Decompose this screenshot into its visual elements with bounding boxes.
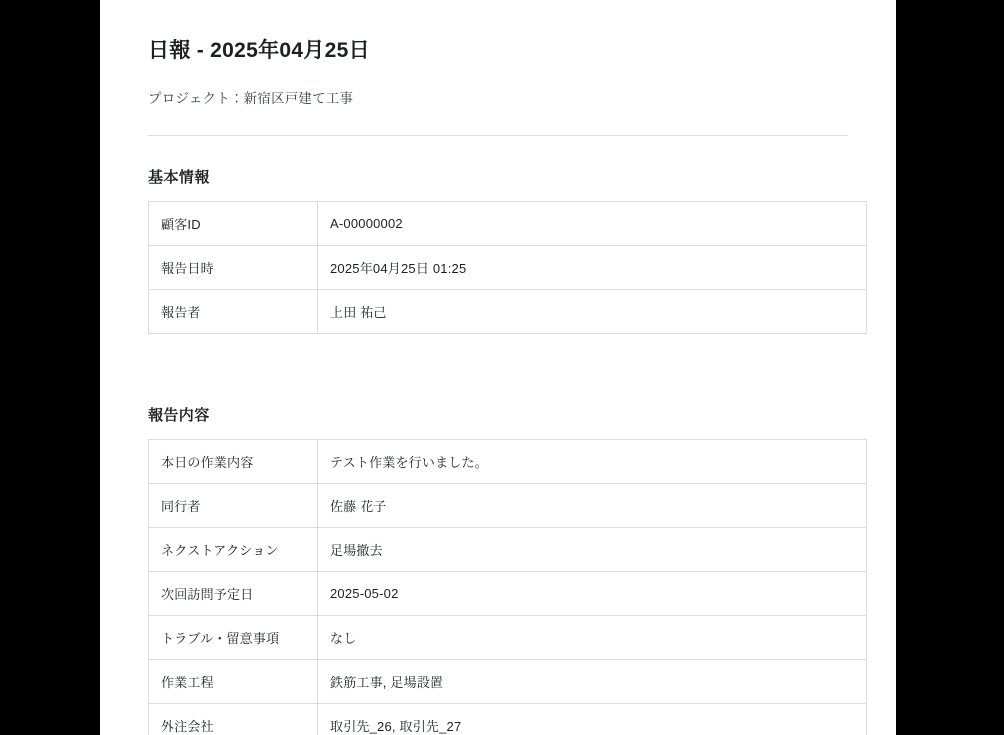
row-value: テスト作業を行いました。 (318, 440, 867, 484)
table-row (149, 572, 867, 616)
row-value: 2025-05-02 (318, 572, 867, 616)
row-label: 外注会社 (149, 704, 318, 735)
header-divider (148, 135, 848, 136)
document-content (100, 0, 896, 735)
row-label: 同行者 (149, 484, 318, 528)
report-content-table (148, 439, 867, 735)
row-label: 報告者 (149, 290, 318, 334)
row-value: 上田 祐己 (318, 290, 867, 334)
row-label: 作業工程 (149, 660, 318, 704)
section-spacer (148, 334, 848, 374)
project-subtitle: プロジェクト：新宿区戸建て工事 (148, 91, 354, 107)
basic-info-table (148, 201, 867, 334)
section-report-content (148, 404, 848, 735)
table-row (149, 246, 867, 290)
row-label: ネクストアクション (149, 528, 318, 572)
table-row (149, 440, 867, 484)
row-value: 取引先_26, 取引先_27 (318, 704, 867, 735)
row-value: 鉄筋工事, 足場設置 (318, 660, 867, 704)
row-label: トラブル・留意事項 (149, 616, 318, 660)
row-label: 本日の作業内容 (149, 440, 318, 484)
row-label: 報告日時 (149, 246, 318, 290)
row-value: なし (318, 616, 867, 660)
row-value: A-00000002 (318, 202, 867, 246)
table-row (149, 484, 867, 528)
table-row (149, 290, 867, 334)
table-row (149, 202, 867, 246)
table-row (149, 528, 867, 572)
row-label: 顧客ID (149, 202, 318, 246)
document-page (100, 0, 896, 735)
table-row (149, 616, 867, 660)
row-value: 足場撤去 (318, 528, 867, 572)
section-heading-report-content: 報告内容 (148, 407, 210, 425)
page-title: 日報 - 2025年04月25日 (148, 39, 370, 62)
row-value: 佐藤 花子 (318, 484, 867, 528)
section-basic-info (148, 166, 848, 334)
table-row (149, 704, 867, 735)
table-row (149, 660, 867, 704)
section-heading-basic-info: 基本情報 (148, 169, 210, 187)
row-label: 次回訪問予定日 (149, 572, 318, 616)
row-value: 2025年04月25日 01:25 (318, 246, 867, 290)
